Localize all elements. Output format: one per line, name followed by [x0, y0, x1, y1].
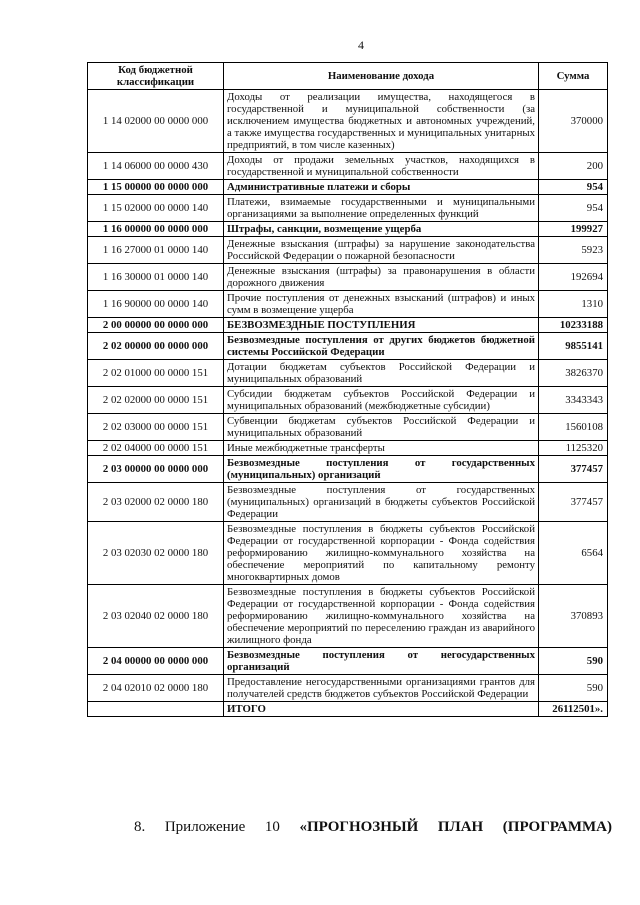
- row-code: 2 02 00000 00 0000 000: [88, 333, 224, 360]
- row-code: 2 02 01000 00 0000 151: [88, 360, 224, 387]
- footer-number2: 10: [264, 819, 280, 835]
- table-row: [88, 222, 608, 237]
- row-sum: 370000: [539, 90, 608, 153]
- row-code: 2 03 00000 00 0000 000: [88, 456, 224, 483]
- table-row: [88, 237, 608, 264]
- row-code: 2 04 02010 02 0000 180: [88, 675, 224, 702]
- row-sum: 1125320: [539, 441, 608, 456]
- footer-word3: ПЛАН: [437, 819, 484, 835]
- row-code: 1 14 06000 00 0000 430: [88, 153, 224, 180]
- row-code: 1 16 30000 01 0000 140: [88, 264, 224, 291]
- header-name: Наименование дохода: [224, 63, 539, 90]
- row-code: 1 14 02000 00 0000 000: [88, 90, 224, 153]
- table-row: [88, 333, 608, 360]
- row-name: Доходы от продажи земельных участков, находящихся в государственной и муниципальной собственности: [224, 153, 539, 180]
- table-row: [88, 456, 608, 483]
- table-row: [88, 675, 608, 702]
- row-code: 1 16 90000 00 0000 140: [88, 291, 224, 318]
- row-name: Безвозмездные поступления от негосударственных организаций: [224, 648, 539, 675]
- footer-line: [134, 819, 612, 836]
- row-name: Доходы от реализации имущества, находящегося в государственной и муниципальной собственности (за исключением имущества бюджетных и автономных учреждений, а также имущества государственных и муниципальных унитарных предприятий, в том числе казенных): [224, 90, 539, 153]
- table-row: [88, 264, 608, 291]
- table-row: [88, 291, 608, 318]
- row-name: Административные платежи и сборы: [224, 180, 539, 195]
- table-row: [88, 318, 608, 333]
- table-body: [88, 90, 608, 702]
- row-name: Денежные взыскания (штрафы) за правонарушения в области дорожного движения: [224, 264, 539, 291]
- row-name: БЕЗВОЗМЕЗДНЫЕ ПОСТУПЛЕНИЯ: [224, 318, 539, 333]
- header-code: Код бюджетной классификации: [88, 63, 224, 90]
- revenue-table: [87, 62, 608, 717]
- row-sum: 1560108: [539, 414, 608, 441]
- row-sum: 3343343: [539, 387, 608, 414]
- row-code: 2 02 04000 00 0000 151: [88, 441, 224, 456]
- row-sum: 377457: [539, 483, 608, 522]
- row-name: Штрафы, санкции, возмещение ущерба: [224, 222, 539, 237]
- row-code: 1 16 27000 01 0000 140: [88, 237, 224, 264]
- table-row: [88, 90, 608, 153]
- row-code: 2 00 00000 00 0000 000: [88, 318, 224, 333]
- row-name: Безвозмездные поступления в бюджеты субъектов Российской Федерации от государственной корпорации - Фонда содействия реформированию жилищно-коммунального хозяйства на обеспечение мероприятий по капитальному ремонту многоквартирных домов: [224, 522, 539, 585]
- row-sum: 590: [539, 675, 608, 702]
- row-sum: 3826370: [539, 360, 608, 387]
- row-name: Безвозмездные поступления от других бюджетов бюджетной системы Российской Федерации: [224, 333, 539, 360]
- row-sum: 6564: [539, 522, 608, 585]
- total-row: [88, 702, 608, 717]
- row-name: Субсидии бюджетам субъектов Российской Федерации и муниципальных образований (межбюджетные субсидии): [224, 387, 539, 414]
- row-code: 2 02 02000 00 0000 151: [88, 387, 224, 414]
- row-code: 1 15 00000 00 0000 000: [88, 180, 224, 195]
- footer-word4: (ПРОГРАММА): [502, 819, 612, 835]
- row-name: Иные межбюджетные трансферты: [224, 441, 539, 456]
- table-row: [88, 441, 608, 456]
- row-name: Дотации бюджетам субъектов Российской Федерации и муниципальных образований: [224, 360, 539, 387]
- table-row: [88, 180, 608, 195]
- row-code: 2 03 02030 02 0000 180: [88, 522, 224, 585]
- row-sum: 590: [539, 648, 608, 675]
- table-row: [88, 153, 608, 180]
- row-name: Безвозмездные поступления от государственных (муниципальных) организаций: [224, 456, 539, 483]
- row-sum: 954: [539, 195, 608, 222]
- row-sum: 370893: [539, 585, 608, 648]
- row-code: 2 03 02040 02 0000 180: [88, 585, 224, 648]
- table-row: [88, 585, 608, 648]
- row-name: Прочие поступления от денежных взысканий (штрафов) и иных сумм в возмещение ущерба: [224, 291, 539, 318]
- table-row: [88, 648, 608, 675]
- row-sum: 192694: [539, 264, 608, 291]
- row-name: Предоставление негосударственными организациями грантов для получателей средств бюджетов субъектов Российской Федерации: [224, 675, 539, 702]
- row-code: 2 04 00000 00 0000 000: [88, 648, 224, 675]
- row-sum: 1310: [539, 291, 608, 318]
- row-name: Денежные взыскания (штрафы) за нарушение законодательства Российской Федерации о пожарной безопасности: [224, 237, 539, 264]
- footer-word1: Приложение: [164, 819, 246, 835]
- row-sum: 9855141: [539, 333, 608, 360]
- row-code: 2 03 02000 02 0000 180: [88, 483, 224, 522]
- row-code: 1 16 00000 00 0000 000: [88, 222, 224, 237]
- row-sum: 954: [539, 180, 608, 195]
- table-row: [88, 195, 608, 222]
- row-name: Безвозмездные поступления в бюджеты субъектов Российской Федерации от государственной корпорации - Фонда содействия реформированию жилищно-коммунального хозяйства на обеспечение мероприятий по переселению граждан из аварийного жилищного фонда: [224, 585, 539, 648]
- row-code: 2 02 03000 00 0000 151: [88, 414, 224, 441]
- total-sum: 26112501».: [539, 702, 608, 717]
- row-code: 1 15 02000 00 0000 140: [88, 195, 224, 222]
- total-code: [88, 702, 224, 717]
- header-sum: Сумма: [539, 63, 608, 90]
- table-row: [88, 522, 608, 585]
- footer-word2: «ПРОГНОЗНЫЙ: [299, 819, 419, 835]
- row-name: Платежи, взимаемые государственными и муниципальными организациями за выполнение определенных функций: [224, 195, 539, 222]
- page-number: 4: [358, 38, 364, 52]
- row-sum: 200: [539, 153, 608, 180]
- row-sum: 377457: [539, 456, 608, 483]
- table-row: [88, 483, 608, 522]
- row-sum: 10233188: [539, 318, 608, 333]
- table-row: [88, 387, 608, 414]
- row-name: Субвенции бюджетам субъектов Российской Федерации и муниципальных образований: [224, 414, 539, 441]
- table-row: [88, 360, 608, 387]
- row-name: Безвозмездные поступления от государственных (муниципальных) организаций в бюджеты субъектов Российской Федерации: [224, 483, 539, 522]
- table-row: [88, 414, 608, 441]
- total-label: ИТОГО: [224, 702, 539, 717]
- row-sum: 199927: [539, 222, 608, 237]
- footer-number: 8.: [134, 819, 146, 835]
- row-sum: 5923: [539, 237, 608, 264]
